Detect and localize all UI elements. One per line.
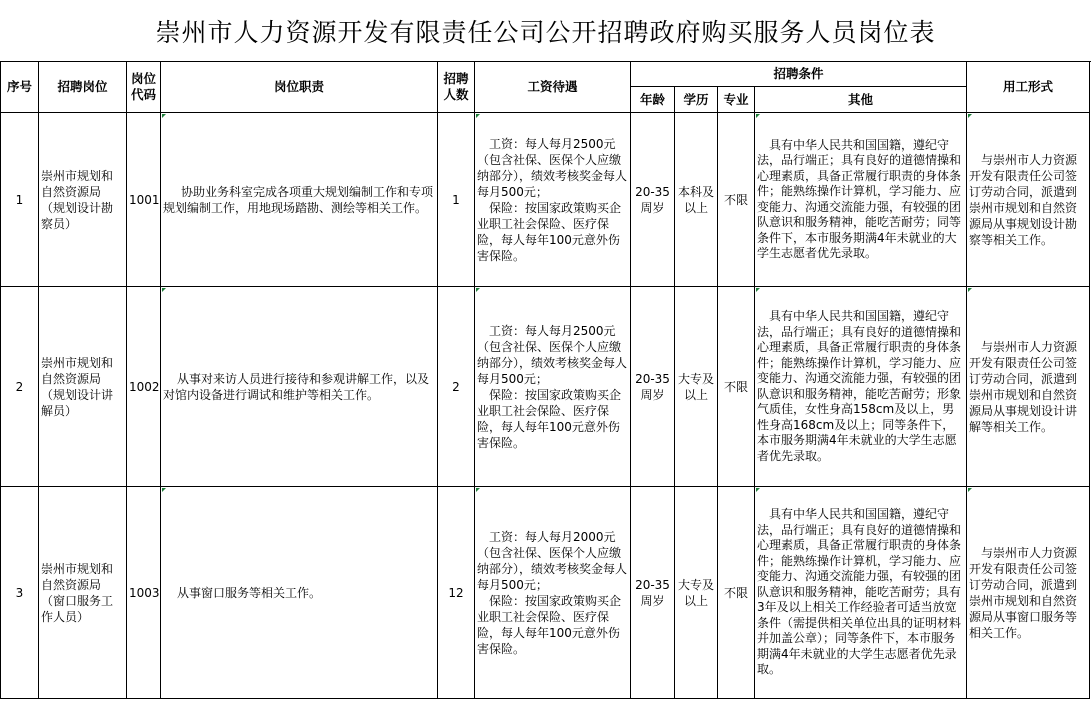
cell-employment bbox=[967, 487, 1090, 699]
header-conditions: 招聘条件 bbox=[631, 62, 967, 87]
employment-text: 与崇州市人力资源开发有限责任公司签订劳动合同，派遣到崇州市规划和自然资源局从事规划设计勘察等相关工作。 bbox=[969, 152, 1078, 247]
cell-other bbox=[755, 487, 967, 699]
cell-education: 本科及以上 bbox=[675, 113, 718, 287]
cell-position: 崇州市规划和自然资源局（窗口服务工作人员） bbox=[39, 487, 127, 699]
header-code: 岗位 代码 bbox=[127, 62, 161, 113]
table-row bbox=[1, 487, 1090, 699]
cell-age: 20-35周岁 bbox=[631, 113, 675, 287]
cell-seq: 3 bbox=[1, 487, 39, 699]
cell-seq: 1 bbox=[1, 113, 39, 287]
duties-text: 从事窗口服务等相关工作。 bbox=[177, 585, 322, 600]
header-position: 招聘岗位 bbox=[39, 62, 127, 113]
cell-position: 崇州市规划和自然资源局（规划设计讲解员） bbox=[39, 287, 127, 487]
cell-employment bbox=[967, 287, 1090, 487]
cell-count: 12 bbox=[438, 487, 475, 699]
cell-other bbox=[755, 113, 967, 287]
duties-text: 协助业务科室完成各项重大规划编制工作和专项规划编制工作，用地现场踏勘、测绘等相关工作。 bbox=[163, 184, 434, 215]
cell-pay bbox=[475, 487, 631, 699]
cell-position: 崇州市规划和自然资源局（规划设计勘察员） bbox=[39, 113, 127, 287]
header-education: 学历 bbox=[675, 87, 718, 113]
other-text: 具有中华人民共和国国籍，遵纪守法，品行端正；具有良好的道德情操和心理素质，具备正常履行职责的身体条件；能熟练操作计算机，学习能力、应变能力、沟通交流能力强，有较强的团队意识和服务精神，能吃苦耐劳；具有3年及以上相关工作经验者可适当放宽条件（需提供相关单位出具的证明材料并加盖公章）；同等条件下，本市服务期满4年未就业的大学生志愿者优先录取。 bbox=[757, 507, 962, 677]
cell-major: 不限 bbox=[718, 487, 755, 699]
cell-code: 1003 bbox=[127, 487, 161, 699]
cell-employment bbox=[967, 113, 1090, 287]
header-seq: 序号 bbox=[1, 62, 39, 113]
cell-pay bbox=[475, 113, 631, 287]
cell-pay bbox=[475, 287, 631, 487]
table-row bbox=[1, 287, 1090, 487]
pay-text: 工资：每人每月2500元（包含社保、医保个人应缴纳部分），绩效考核奖金每人每月500元； 保险：按国家政策购买企业职工社会保险、医疗保险，每人每年100元意外伤害保险。 bbox=[477, 323, 628, 450]
cell-code: 1002 bbox=[127, 287, 161, 487]
other-text: 具有中华人民共和国国籍，遵纪守法，品行端正；具有良好的道德情操和心理素质，具备正常履行职责的身体条件；能熟练操作计算机，学习能力、应变能力、沟通交流能力强，有较强的团队意识和服务精神，能吃苦耐劳；同等条件下，本市服务期满4年未就业的大学生志愿者优先录取。 bbox=[757, 137, 962, 260]
cell-count: 1 bbox=[438, 113, 475, 287]
cell-duties bbox=[161, 287, 438, 487]
header-major: 专业 bbox=[718, 87, 755, 113]
header-pay: 工资待遇 bbox=[475, 62, 631, 113]
employment-text: 与崇州市人力资源开发有限责任公司签订劳动合同，派遣到崇州市规划和自然资源局从事窗口服务等相关工作。 bbox=[969, 545, 1078, 640]
pay-text: 工资：每人每月2500元（包含社保、医保个人应缴纳部分），绩效考核奖金每人每月500元； 保险：按国家政策购买企业职工社会保险、医疗保险，每人每年100元意外伤害保险。 bbox=[477, 136, 628, 263]
header-duties: 岗位职责 bbox=[161, 62, 438, 113]
cell-major: 不限 bbox=[718, 287, 755, 487]
page-title: 崇州市人力资源开发有限责任公司公开招聘政府购买服务人员岗位表 bbox=[0, 0, 1091, 62]
other-text: 具有中华人民共和国国籍，遵纪守法，品行端正；具有良好的道德情操和心理素质，具备正常履行职责的身体条件；能熟练操作计算机，学习能力、应变能力、沟通交流能力强，有较强的团队意识和服务精神，能吃苦耐劳；形象气质佳，女性身高158cm及以上，男性身高168cm及以上；同等条件下，本市服务期满4年未就业的大学生志愿者优先录取。 bbox=[757, 309, 962, 463]
cell-duties bbox=[161, 487, 438, 699]
cell-other bbox=[755, 287, 967, 487]
cell-age: 20-35周岁 bbox=[631, 287, 675, 487]
employment-text: 与崇州市人力资源开发有限责任公司签订劳动合同，派遣到崇州市规划和自然资源局从事规划设计讲解等相关工作。 bbox=[969, 339, 1078, 434]
cell-count: 2 bbox=[438, 287, 475, 487]
duties-text: 从事对来访人员进行接待和参观讲解工作，以及对馆内设备进行调试和维护等相关工作。 bbox=[163, 371, 430, 402]
cell-age: 20-35周岁 bbox=[631, 487, 675, 699]
header-age: 年龄 bbox=[631, 87, 675, 113]
header-other: 其他 bbox=[755, 87, 967, 113]
cell-education: 大专及以上 bbox=[675, 287, 718, 487]
cell-major: 不限 bbox=[718, 113, 755, 287]
header-count: 招聘 人数 bbox=[438, 62, 475, 113]
cell-education: 大专及以上 bbox=[675, 487, 718, 699]
cell-duties bbox=[161, 113, 438, 287]
positions-table bbox=[0, 61, 1090, 699]
header-employment: 用工形式 bbox=[967, 62, 1090, 113]
pay-text: 工资：每人每月2000元（包含社保、医保个人应缴纳部分），绩效考核奖金每人每月500元； 保险：按国家政策购买企业职工社会保险、医疗保险，每人每年100元意外伤害保险。 bbox=[477, 529, 628, 656]
cell-seq: 2 bbox=[1, 287, 39, 487]
table-row bbox=[1, 113, 1090, 287]
cell-code: 1001 bbox=[127, 113, 161, 287]
